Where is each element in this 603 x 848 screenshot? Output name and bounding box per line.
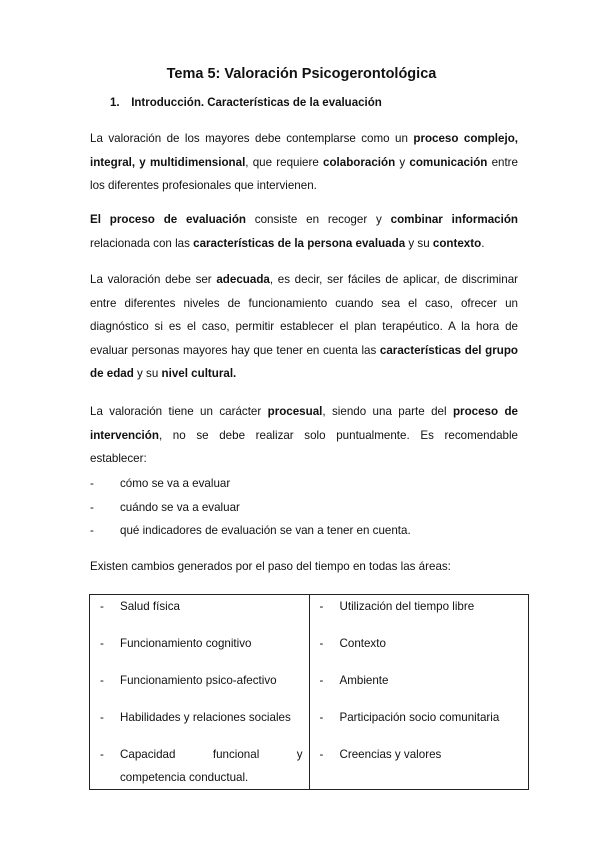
- text-run: relacionada con las: [90, 236, 194, 250]
- paragraph: [90, 208, 518, 255]
- list-item: - cuándo se va a evaluar: [90, 500, 240, 514]
- section-label: Introducción. Características de la evaluación: [131, 97, 382, 109]
- text-run: y su: [405, 236, 433, 250]
- bold-run: colaboración: [323, 155, 396, 169]
- evaluation-list: [90, 472, 518, 543]
- text-run: La valoración de los mayores debe contemplarse como un: [90, 132, 414, 145]
- bold-run: adecuada: [216, 273, 270, 286]
- bold-run: nivel cultural.: [161, 367, 237, 380]
- list-item: - Contexto: [319, 637, 386, 650]
- bold-run: comunicación: [409, 155, 488, 169]
- bold-run: características de la persona evaluada: [193, 236, 406, 250]
- text-run: , es decir, ser fáciles de aplicar, de discriminar entre diferentes niveles de funcionamiento cuando sea el caso, ofrecer un diagnóstico si es el caso, permitir establecer el plan terapéutico. A la hora de evaluar personas mayores hay que tener en cuenta las: [90, 273, 518, 357]
- paragraph: [90, 127, 518, 198]
- list-item: - Utilización del tiempo libre: [319, 600, 475, 613]
- areas-intro: Existen cambios generados por el paso del tiempo en todas las áreas:: [90, 560, 451, 573]
- paragraph: [90, 268, 518, 386]
- text-run: consiste en recoger y: [245, 213, 391, 226]
- list-item: - Participación socio comunitaria: [319, 711, 500, 724]
- list-item: - Salud física: [100, 600, 180, 613]
- text-run: .: [481, 236, 485, 250]
- paragraph: [90, 400, 518, 471]
- section-number: 1.: [110, 97, 120, 109]
- text-run: , que requiere: [245, 155, 324, 169]
- list-item: - Funcionamiento psico-afectivo: [100, 674, 277, 687]
- bold-run: procesual: [267, 405, 323, 418]
- list-item: - Ambiente: [319, 674, 389, 687]
- list-item: - Creencias y valores: [319, 748, 442, 761]
- text-run: , siendo una parte del: [322, 405, 453, 418]
- bold-run: proceso de intervención: [90, 405, 518, 442]
- section-heading: [110, 97, 382, 109]
- list-item: - Capacidad funcional y competencia conductual.: [100, 748, 303, 784]
- list-item: - Habilidades y relaciones sociales: [100, 711, 291, 724]
- bold-run: combinar información: [390, 213, 518, 226]
- text-run: y su: [133, 367, 162, 380]
- bold-run: características del grupo de edad: [90, 343, 518, 380]
- text-run: y: [395, 155, 410, 169]
- text-run: La valoración tiene un carácter: [90, 405, 268, 418]
- areas-table: [89, 594, 529, 790]
- list-item: - cómo se va a evaluar: [90, 477, 231, 490]
- text-run: , no se debe realizar solo puntualmente. Es recomendable establecer:: [90, 428, 518, 465]
- areas-left-list: [90, 595, 309, 789]
- text-run: entre los diferentes profesionales que intervienen.: [90, 155, 518, 192]
- bold-run: proceso complejo, integral, y multidimensional: [90, 132, 518, 169]
- list-item: - qué indicadores de evaluación se van a tener en cuenta.: [90, 524, 411, 537]
- bold-run: El proceso de evaluación: [90, 213, 246, 226]
- text-run: La valoración debe ser: [90, 273, 217, 286]
- areas-right-list: [310, 595, 529, 780]
- list-item: - Funcionamiento cognitivo: [100, 637, 252, 650]
- areas-left-cell: [90, 595, 310, 790]
- areas-right-cell: [309, 595, 529, 790]
- bold-run: contexto: [432, 236, 482, 250]
- document-title: Tema 5: Valoración Psicogerontológica: [166, 66, 437, 82]
